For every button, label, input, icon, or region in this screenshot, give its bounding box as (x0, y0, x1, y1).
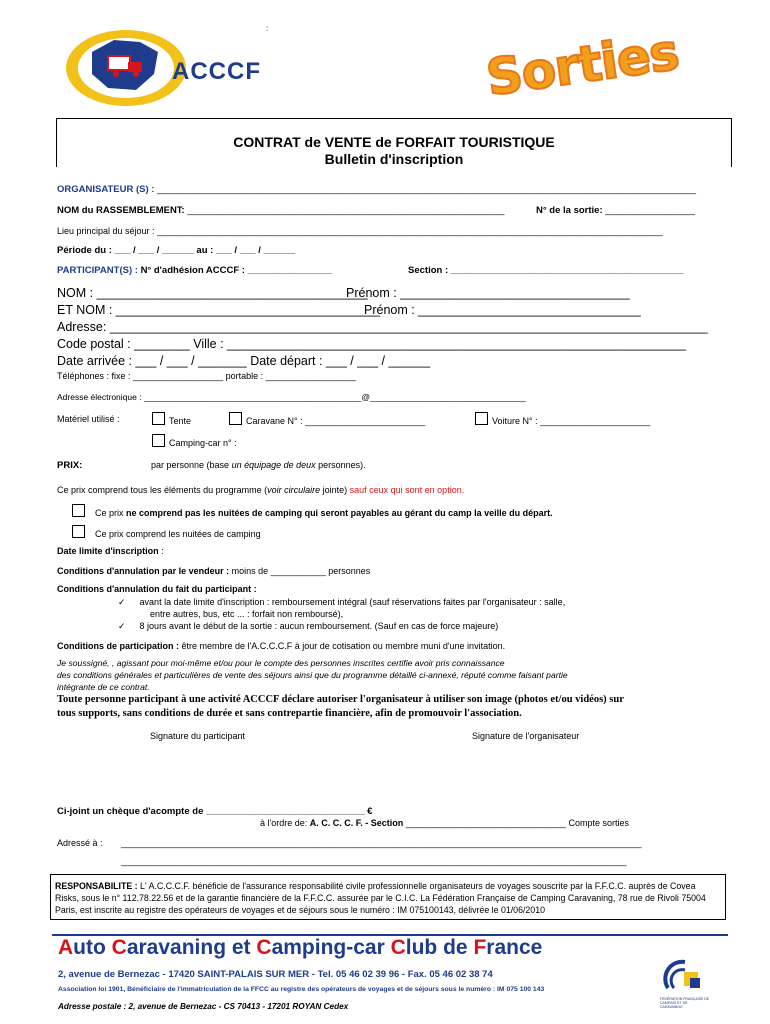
cheque-ordre-a: à l'ordre de: (260, 818, 310, 828)
org-word-amping-car: amping-car (271, 936, 391, 959)
nom-field[interactable]: NOM : _______________________________________ (57, 286, 368, 300)
prenom-field[interactable]: Prénom : _________________________________ (346, 286, 630, 300)
prenom2-field[interactable]: Prénom : ________________________________ (364, 303, 641, 317)
lieu-field[interactable]: _____________________________________________________________________________________________________ (157, 226, 663, 236)
org-word-aravaning: aravaning et (126, 936, 257, 959)
ffcc-logo-graphic (660, 958, 710, 992)
annulation-item-2 (118, 621, 498, 632)
sorties-logo (482, 22, 682, 108)
participation-label: Conditions de participation : (57, 641, 179, 651)
footer-association: Association loi 1901, Bénéficiaire de l'immatriculation de la FFCC au registre des opérateurs de voyages et de séjours sous le numéro : IM 075 100 143 (58, 986, 545, 993)
lieu-label: Lieu principal du séjour : (57, 226, 155, 236)
option-nuitees-comprises[interactable] (72, 525, 261, 539)
code-postal-ville-field[interactable]: Code postal : ________ Ville : __________________________________________________________________ (57, 337, 686, 351)
materiel-label: Matériel utilisé : (57, 414, 120, 424)
comprend-text-italic: voir circulaire (267, 485, 321, 495)
footer-address: 2, avenue de Bernezac - 17420 SAINT-PALAIS SUR MER - Tel. 05 46 02 39 96 - Fax. 05 46 02 38 74 (58, 969, 493, 980)
campingcar-option[interactable] (152, 434, 237, 448)
participation-row (57, 641, 505, 651)
responsabilite-text: L' A.C.C.C.F. bénéficie de l'assurance responsabilité civile professionnelle organisateurs de voyages souscrite par la F.F.C.C. auprès de Covea Risks, sous le n° 112.78.22.56 et de la garantie financière de la F.F.C.C. assurée par le C.I.C. La Fédération Française de Camping Caravaning, 78 rue de Rivoli 75004 Paris, est inscrite au registre des opérateurs de voyages et de séjours sous le numéro : IM 075100143, délivrée le 01/06/2010 (55, 881, 706, 915)
participation-text: être membre de l'A.C.C.C.F à jour de cotisation ou membre muni d'une invitation. (179, 641, 506, 651)
telephones-field[interactable]: Téléphones : fixe : __________________ portable : __________________ (57, 371, 356, 381)
adresse-a-label: Adressé à : (57, 838, 103, 848)
organization-name (58, 936, 542, 960)
nom-rassemblement-field[interactable]: ____________________________________________________________ (187, 205, 505, 216)
prix-label: PRIX: (57, 460, 83, 471)
date-limite-row (57, 546, 164, 556)
sorties-logo-text: Sorties (482, 22, 682, 108)
adresse-a-field-2[interactable]: _____________________________________________________________________________________________________ (121, 856, 627, 866)
org-initial-f: F (473, 936, 487, 959)
option-nuitees-non-comprises[interactable] (72, 504, 553, 518)
option1-checkbox[interactable] (72, 504, 85, 517)
tente-label: Tente (169, 416, 192, 426)
cheque-field[interactable]: Ci-joint un chèque d'acompte de ______________________________ € (57, 806, 373, 817)
annulation-item-1b: entre autres, bus, etc ... : forfait non remboursé), (150, 609, 344, 619)
participant-row (57, 265, 332, 276)
org-initial-a: A (58, 936, 74, 959)
responsabilite-label: RESPONSABILITE : (55, 881, 138, 891)
nom-rassemblement-label: NOM du RASSEMBLEMENT: (57, 205, 185, 216)
soussigne-line-1: Je soussigné, , agissant pour moi-même et/ou pour le compte des personnes inscrites certifie avoir pris connaissance (57, 658, 505, 668)
document-subtitle: Bulletin d'inscription (324, 151, 464, 167)
org-word-rance: rance (486, 936, 543, 959)
acccf-logo (62, 22, 272, 110)
option1-text-b: ne comprend pas les nuitées de camping qui seront payables au gérant du camp la veille du départ. (126, 508, 553, 518)
annulation-item-1-text: avant la date limite d'inscription : remboursement intégral (sauf réservations faites par l'organisateur : salle, (139, 597, 566, 607)
date-limite-label: Date limite d'inscription (57, 546, 159, 556)
annulation-vendeur-text: moins de ___________ personnes (229, 566, 371, 576)
lieu-row (57, 226, 663, 236)
date-limite-sep: : (158, 546, 164, 556)
org-initial-c3: C (390, 936, 406, 959)
soussigne-line-3: intégrante de ce contrat. (57, 682, 150, 692)
caravane-option[interactable] (229, 412, 425, 426)
voiture-checkbox[interactable] (475, 412, 488, 425)
image-rights-line-2: tous supports, sans conditions de durée et sans contrepartie financière, afin de promouvoir l'association. (57, 708, 522, 719)
annulation-item-1 (118, 597, 565, 608)
checkmark-icon: ✓ (118, 597, 126, 607)
acccf-logo-text: ACCCF (172, 58, 261, 85)
prix-text-1: par personne (base (151, 460, 232, 470)
prix-text (151, 460, 366, 470)
signature-participant-label: Signature du participant (150, 731, 246, 741)
comprend-text (57, 485, 464, 495)
participant-label: PARTICIPANT(S) : (57, 265, 138, 276)
section-field[interactable]: Section : ____________________________________________ (408, 265, 684, 276)
periode-field[interactable]: Période du : ___ / ___ / ______ au : ___ / ___ / ______ (57, 245, 296, 256)
cheque-ordre-section: A. C. C. C. F. - Section (309, 818, 404, 828)
signature-organisateur-label: Signature de l'organisateur (472, 731, 580, 741)
cheque-ordre-c[interactable]: ________________________________ Compte sorties (403, 818, 629, 828)
comprend-text-1: Ce prix comprend tous les éléments du programme ( (57, 485, 268, 495)
organisateur-row (57, 184, 696, 195)
organisateur-field[interactable]: ______________________________________________________________________________________________________ (157, 184, 697, 195)
dates-field[interactable]: Date arrivée : ___ / ___ / _______ Date départ : ___ / ___ / ______ (57, 354, 431, 368)
voiture-option[interactable] (475, 412, 650, 426)
org-initial-c1: C (111, 936, 127, 959)
option2-checkbox[interactable] (72, 525, 85, 538)
campingcar-checkbox[interactable] (152, 434, 165, 447)
caravane-checkbox[interactable] (229, 412, 242, 425)
voiture-label: Voiture N° : ______________________ (492, 416, 651, 426)
org-word-uto: uto (73, 936, 112, 959)
annulation-vendeur-label: Conditions d'annulation par le vendeur : (57, 566, 230, 576)
comprend-text-red: sauf ceux qui sont en option. (349, 485, 465, 495)
ffcc-logo (660, 958, 710, 1009)
organisateur-label: ORGANISATEUR (S) : (57, 184, 155, 195)
tente-checkbox[interactable] (152, 412, 165, 425)
annulation-participant-label: Conditions d'annulation du fait du participant : (57, 584, 257, 594)
caravane-label: Caravane N° : ________________________ (246, 416, 426, 426)
cheque-ordre-row (260, 818, 629, 828)
prix-text-2: personnes). (315, 460, 366, 470)
adresse-a-field[interactable]: ________________________________________________________________________________________________________ (121, 838, 642, 848)
soussigne-line-2: des conditions générales et particulières de vente des séjours ainsi que du programme détaillé ci-annexé, réputé comme faisant partie (57, 670, 568, 680)
option2-text: Ce prix comprend les nuitées de camping (95, 529, 261, 539)
checkmark-icon: ✓ (118, 621, 126, 631)
annulation-item-2-text: 8 jours avant le début de la sortie : aucun remboursement. (Sauf en cas de force majeure) (139, 621, 499, 631)
small-tick-mark: : (266, 24, 269, 33)
comprend-text-2: jointe) (320, 485, 350, 495)
nom-rassemblement-row (57, 205, 504, 216)
annulation-vendeur-row (57, 566, 370, 576)
et-nom-field[interactable]: ET NOM : ______________________________________ (57, 303, 380, 317)
image-rights-line-1: Toute personne participant à une activité ACCCF déclare autoriser l'organisateur à utiliser son image (photos et/ou vidéos) sur (57, 694, 624, 705)
num-sortie-row (536, 205, 695, 216)
email-field[interactable]: Adresse électronique : ______________________________________________@_________________________________ (57, 392, 527, 402)
responsabilite-box (50, 874, 726, 920)
tente-option[interactable] (152, 412, 191, 426)
adresse-field[interactable]: Adresse: ______________________________________________________________________________________ (57, 320, 708, 334)
adhesion-field[interactable]: N° d'adhésion ACCCF : ________________ (140, 265, 333, 276)
option1-text-a: Ce prix (95, 508, 127, 518)
ffcc-caption: FÉDÉRATION FRANÇAISE DE CAMPING ET DE CARAVANING (660, 997, 710, 1009)
document-title: CONTRAT de VENTE de FORFAIT TOURISTIQUE (233, 134, 555, 150)
num-sortie-field[interactable]: _________________ (605, 205, 696, 216)
org-initial-c2: C (256, 936, 272, 959)
prix-text-italic: un équipage de deux (231, 460, 316, 470)
footer-postal: Adresse postale : 2, avenue de Bernezac - CS 70413 - 17201 ROYAN Cedex (58, 1002, 349, 1011)
num-sortie-label: N° de la sortie: (536, 205, 603, 216)
org-word-lub: lub de (405, 936, 474, 959)
title-box (56, 118, 732, 167)
campingcar-label: Camping-car n° : (169, 438, 237, 448)
